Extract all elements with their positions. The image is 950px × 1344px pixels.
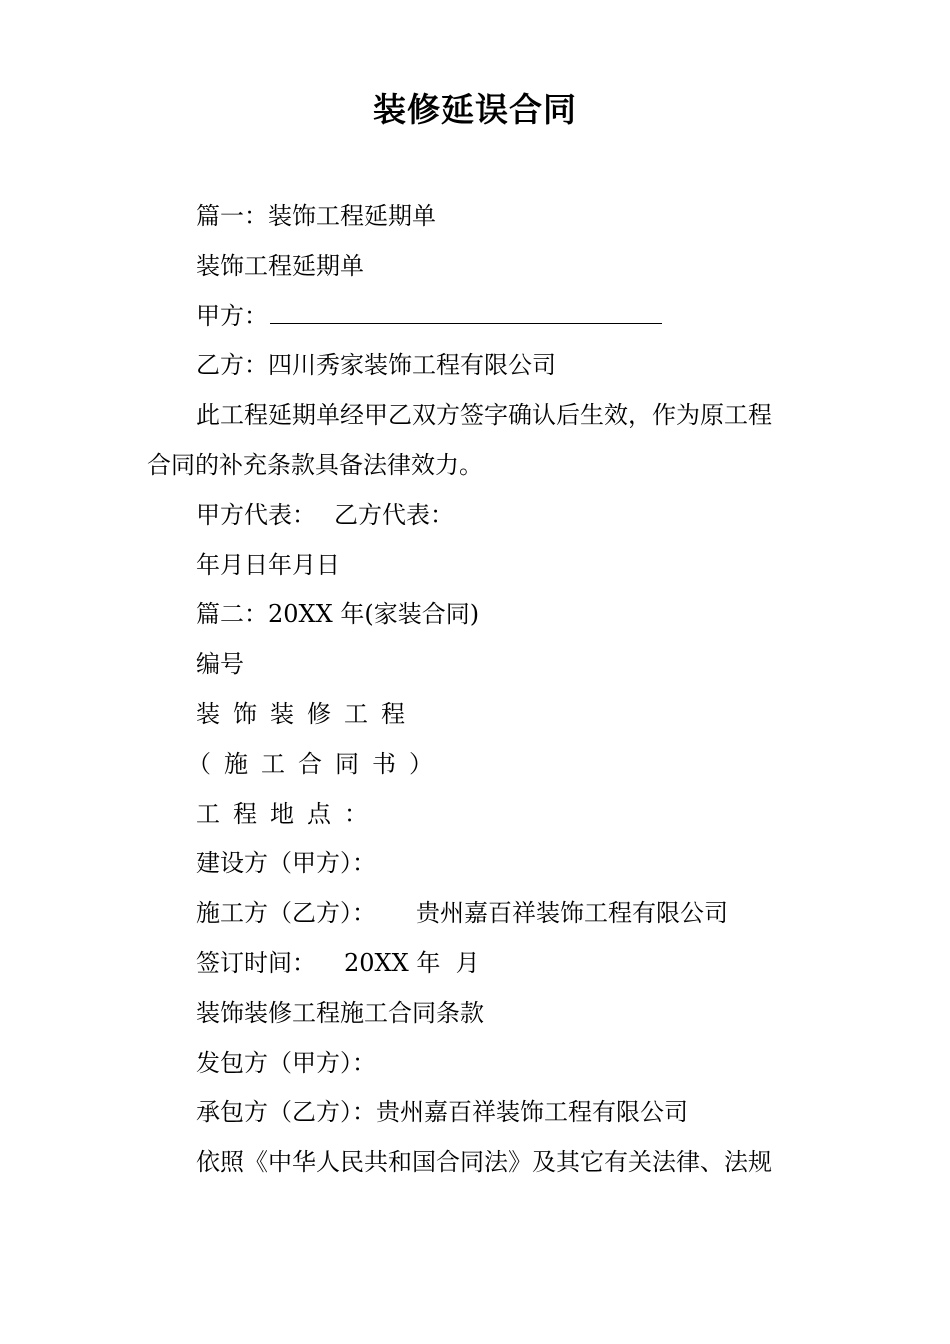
contractor-party-line: 承包方（乙方）：贵州嘉百祥装饰工程有限公司	[196, 1098, 688, 1127]
party-a-label: 甲方：	[196, 301, 268, 330]
section-heading-2: 篇二：20XX 年(家装合同)	[196, 600, 480, 629]
contractor-label: 施工方（乙方）：	[196, 899, 376, 928]
party-a-line	[147, 292, 812, 342]
signing-time-label: 签订时间：	[196, 948, 316, 977]
project-name: 装饰装修工程	[196, 699, 418, 728]
document-body	[147, 192, 812, 1188]
date-line: 年月日年月日	[196, 550, 340, 579]
contract-terms-heading: 装饰装修工程施工合同条款	[196, 998, 484, 1027]
section-heading-1: 篇一：装饰工程延期单	[196, 202, 436, 230]
signing-time-line	[147, 939, 812, 989]
signing-time-value: 20XX 年 月	[344, 948, 480, 977]
party-a-blank	[270, 294, 662, 324]
project-location-label: 工程地点：	[196, 799, 381, 828]
representatives-line	[147, 491, 812, 541]
employer-party-label: 发包方（甲方）：	[196, 1048, 376, 1077]
validity-clause-line-1: 此工程延期单经甲乙双方签字确认后生效，作为原工程	[196, 401, 772, 430]
builder-party-label: 建设方（甲方）：	[196, 849, 376, 878]
contractor-line	[147, 889, 812, 939]
subtitle-extension-form: 装饰工程延期单	[196, 251, 364, 280]
party-a-rep-label: 甲方代表：	[196, 500, 316, 529]
contractor-name: 贵州嘉百祥装饰工程有限公司	[416, 899, 728, 928]
document-title: 装修延误合同	[373, 90, 577, 129]
party-b-line: 乙方：四川秀家装饰工程有限公司	[196, 351, 556, 380]
contract-subtitle: （施工合同书）	[187, 749, 446, 778]
party-b-rep-label: 乙方代表：	[334, 500, 454, 529]
validity-clause-line-2: 合同的补充条款具备法律效力。	[147, 450, 483, 479]
legal-basis-line: 依照《中华人民共和国合同法》及其它有关法律、法规	[196, 1148, 772, 1177]
number-label: 编号	[196, 650, 244, 679]
